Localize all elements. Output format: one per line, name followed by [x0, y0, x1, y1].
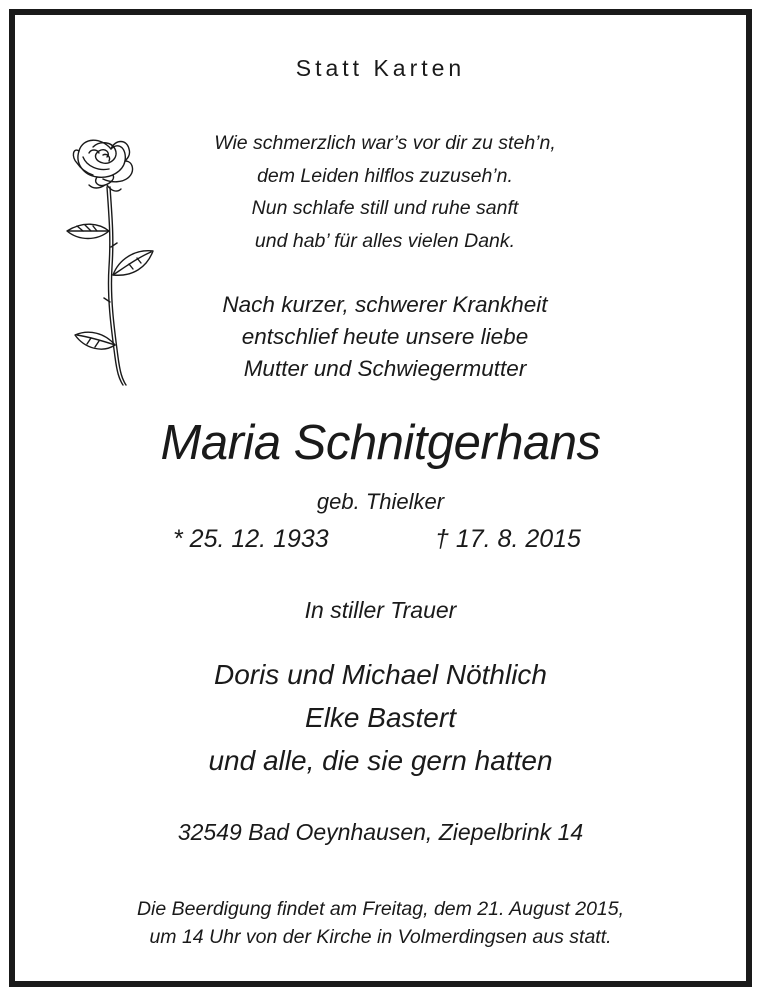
poem-line: und hab’ für alles vielen Dank.: [254, 229, 516, 252]
deceased-name: Maria Schnitgerhans: [160, 416, 601, 470]
funeral-info: [15, 895, 746, 951]
obituary-notice: [9, 9, 752, 987]
mourner-line: Doris und Michael Nöthlich: [213, 659, 548, 690]
life-dates: [15, 525, 746, 561]
poem: [145, 127, 625, 257]
birth-date: * 25. 12. 1933: [173, 525, 329, 553]
announcement-line: Mutter und Schwiegermutter: [243, 356, 527, 381]
mourners-list: [15, 653, 746, 782]
mourner-line: Elke Bastert: [305, 702, 456, 733]
poem-line: Nun schlafe still und ruhe sanft: [251, 197, 519, 219]
birth-name: geb. Thielker: [316, 489, 445, 514]
poem-line: dem Leiden hilflos zuzuseh’n.: [257, 164, 513, 187]
death-announcement: [145, 289, 625, 385]
funeral-line: Die Beerdigung findet am Freitag, dem 21. August 2015,: [136, 898, 625, 920]
funeral-line: um 14 Uhr von der Kirche in Volmerdingsen aus statt.: [149, 926, 612, 948]
poem-line: Wie schmerzlich war’s vor dir zu steh’n,: [214, 132, 556, 154]
announcement-line: Nach kurzer, schwerer Krankheit: [222, 292, 548, 317]
address: 32549 Bad Oeynhausen, Ziepelbrink 14: [177, 819, 584, 845]
mourner-line: und alle, die sie gern hatten: [208, 745, 553, 776]
statt-karten-heading: Statt Karten: [295, 55, 466, 81]
announcement-line: entschlief heute unsere liebe: [241, 324, 529, 349]
death-date: † 17. 8. 2015: [435, 525, 581, 553]
mourning-heading: In stiller Trauer: [304, 597, 457, 623]
